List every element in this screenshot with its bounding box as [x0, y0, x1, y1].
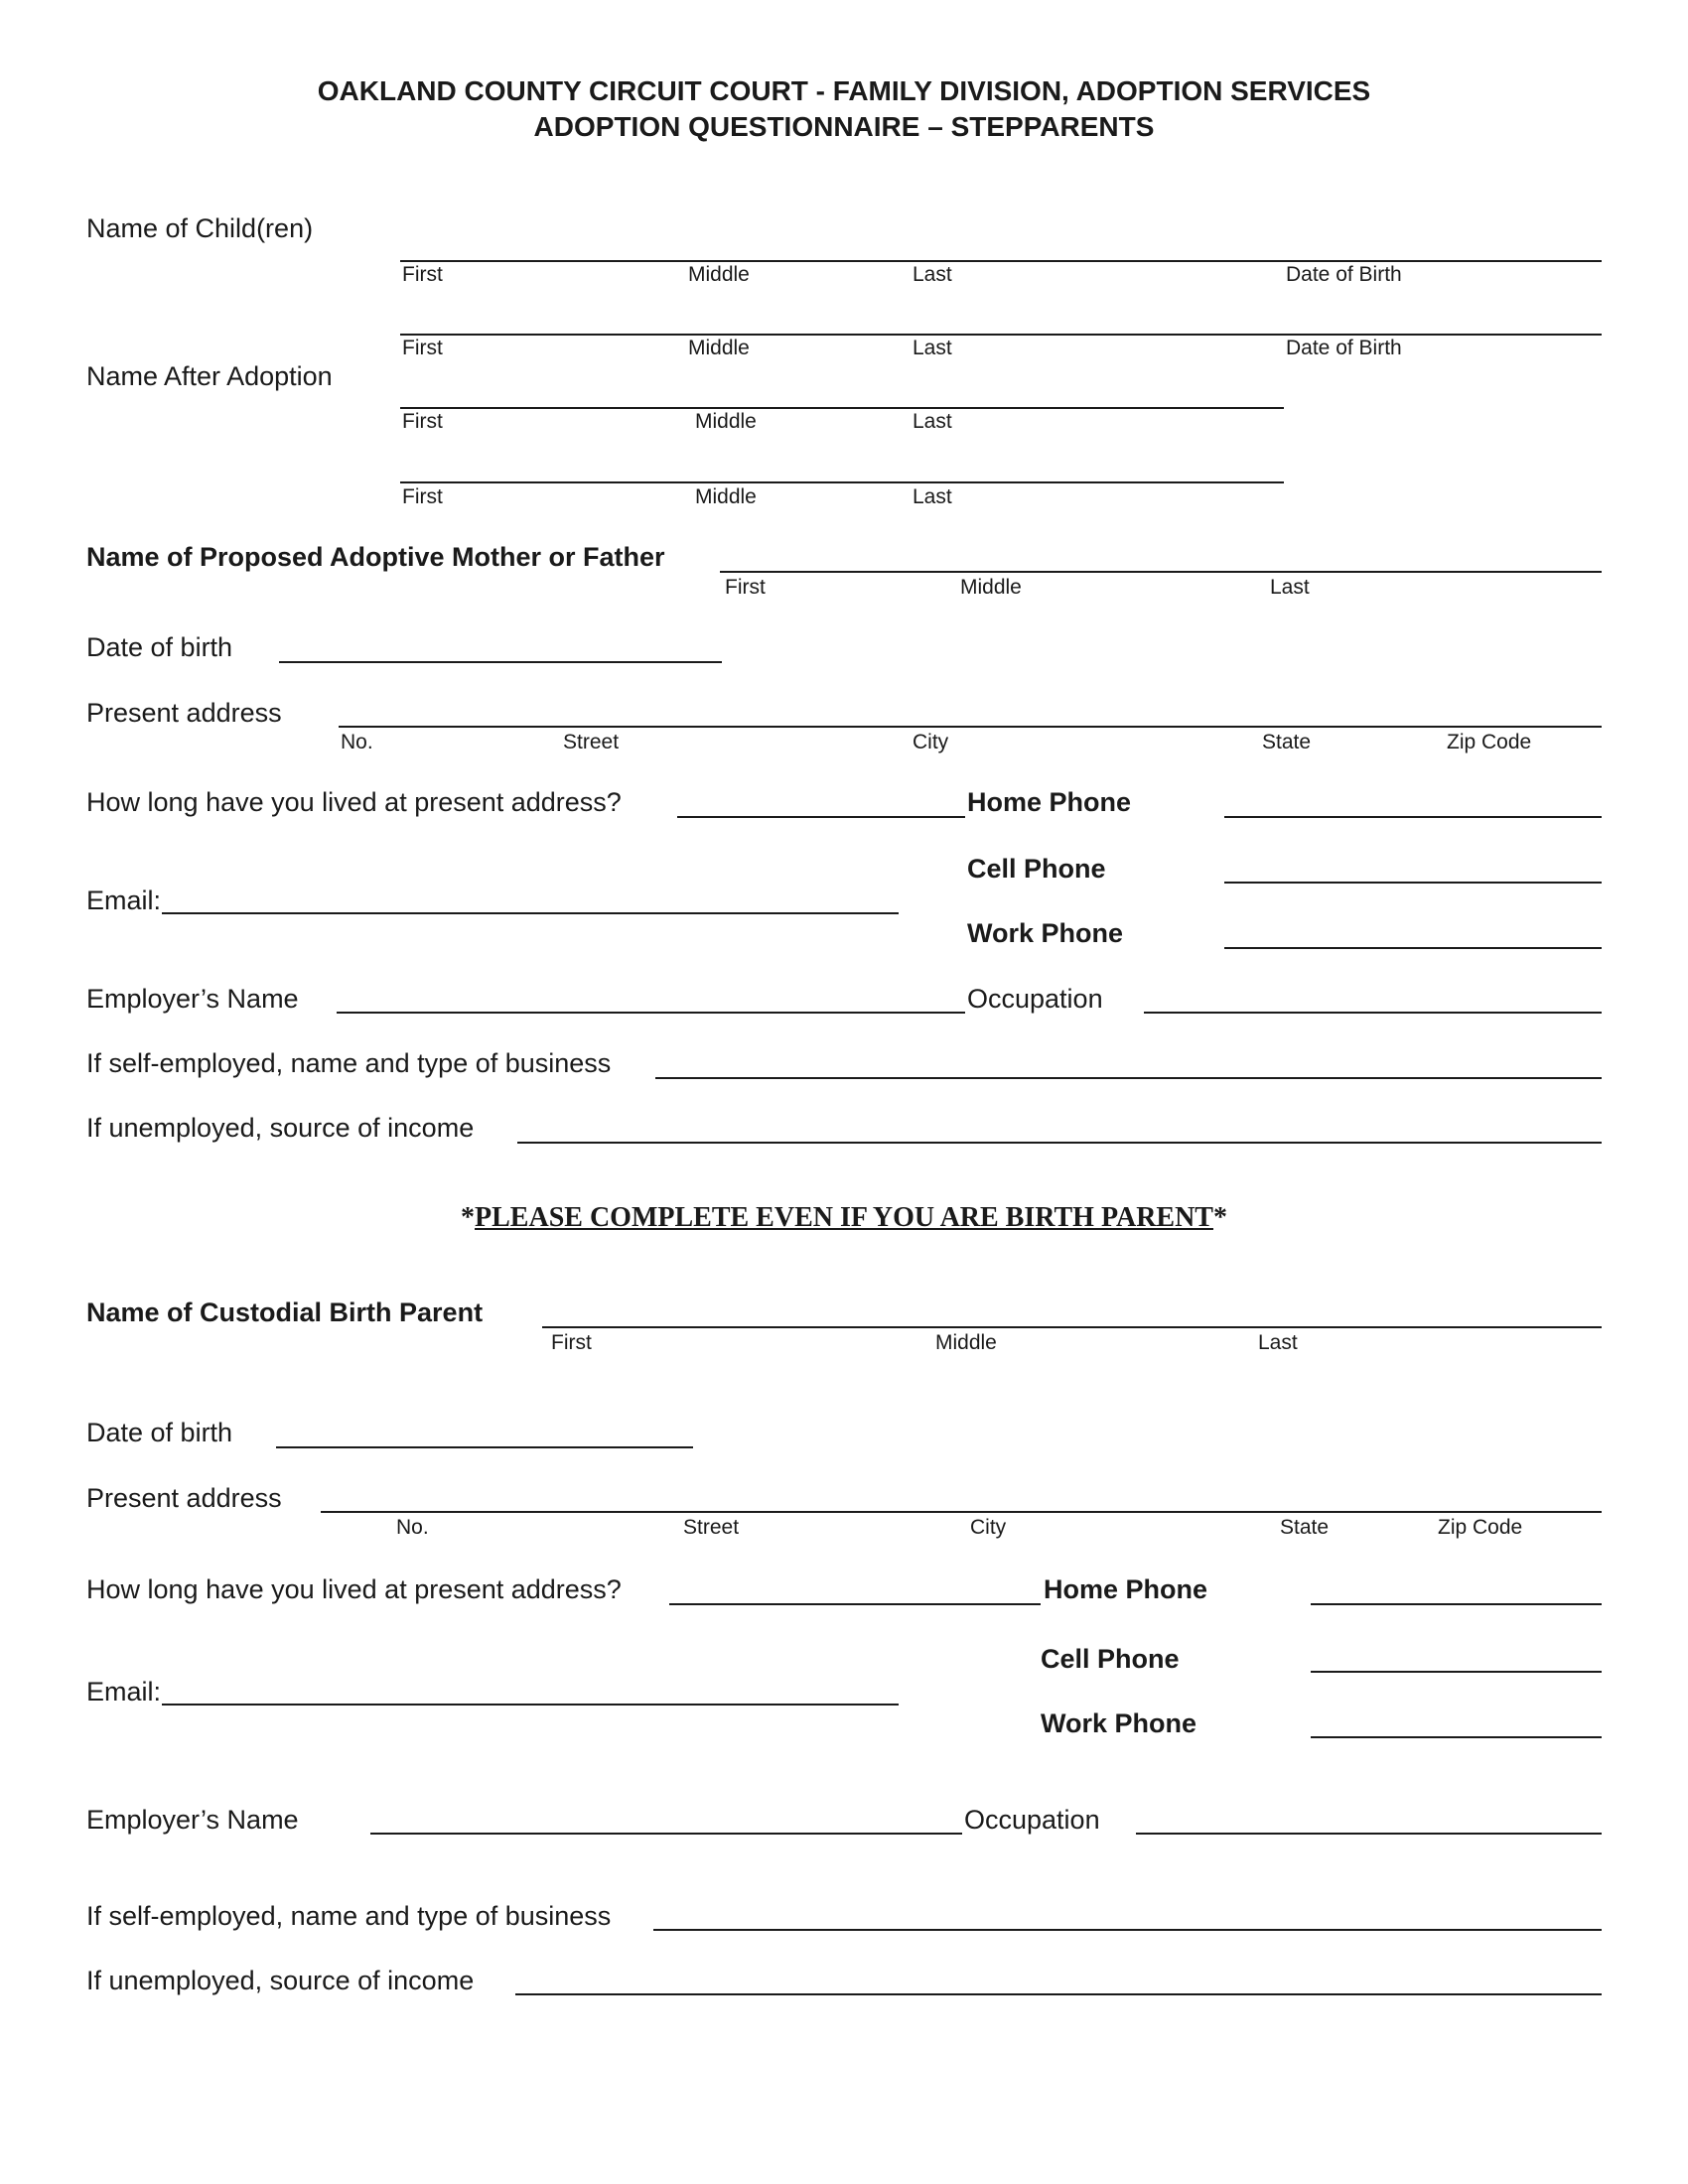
- notice-prefix: *: [461, 1202, 476, 1233]
- custodial-addr-state-caption: State: [1280, 1516, 1330, 1539]
- adoptive-email-line[interactable]: [162, 912, 899, 914]
- custodial-work-phone-line[interactable]: [1311, 1736, 1602, 1738]
- child-name-label: Name of Child(ren): [86, 213, 314, 243]
- custodial-how-long-label: How long have you lived at present address?: [86, 1574, 622, 1604]
- custodial-address-label: Present address: [86, 1483, 282, 1513]
- notice-suffix: *: [1212, 1202, 1227, 1233]
- custodial-email-label: Email:: [86, 1677, 162, 1706]
- adoptive-parent-name-label: Name of Proposed Adoptive Mother or Father: [86, 542, 665, 572]
- after-adoption-2-line[interactable]: [400, 481, 1284, 483]
- adoptive-cell-phone-label: Cell Phone: [967, 854, 1106, 884]
- adoptive-middle-caption: Middle: [960, 576, 1022, 599]
- custodial-self-employed-label: If self-employed, name and type of business: [86, 1901, 612, 1931]
- custodial-address-line[interactable]: [321, 1511, 1602, 1513]
- adoptive-occupation-label: Occupation: [967, 984, 1103, 1014]
- adoptive-employer-label: Employer’s Name: [86, 984, 299, 1014]
- after-2-last-caption: Last: [913, 485, 952, 508]
- after-1-middle-caption: Middle: [695, 410, 757, 433]
- adoptive-how-long-label: How long have you lived at present address?: [86, 787, 622, 817]
- custodial-parent-name-line[interactable]: [542, 1326, 1602, 1328]
- adoptive-how-long-line[interactable]: [677, 816, 965, 818]
- adoptive-address-label: Present address: [86, 698, 282, 728]
- after-adoption-1-line[interactable]: [400, 407, 1284, 409]
- custodial-home-phone-label: Home Phone: [1044, 1574, 1208, 1604]
- name-after-adoption-label: Name After Adoption: [86, 361, 333, 391]
- custodial-addr-city-caption: City: [970, 1516, 1007, 1539]
- custodial-home-phone-line[interactable]: [1311, 1603, 1602, 1605]
- adoptive-addr-zip-caption: Zip Code: [1447, 731, 1532, 753]
- custodial-cell-phone-line[interactable]: [1311, 1671, 1602, 1673]
- custodial-middle-caption: Middle: [935, 1331, 997, 1354]
- adoptive-dob-line[interactable]: [279, 661, 722, 663]
- child-1-middle-caption: Middle: [688, 263, 750, 286]
- custodial-dob-label: Date of birth: [86, 1418, 233, 1447]
- adoptive-work-phone-label: Work Phone: [967, 918, 1124, 948]
- adoptive-employer-line[interactable]: [337, 1012, 965, 1014]
- after-2-middle-caption: Middle: [695, 485, 757, 508]
- child-2-middle-caption: Middle: [688, 337, 750, 359]
- custodial-addr-no-caption: No.: [396, 1516, 429, 1539]
- custodial-employer-line[interactable]: [370, 1833, 962, 1835]
- custodial-parent-name-label: Name of Custodial Birth Parent: [86, 1297, 484, 1327]
- adoptive-addr-street-caption: Street: [563, 731, 620, 753]
- notice-text: PLEASE COMPLETE EVEN IF YOU ARE BIRTH PARENT: [475, 1202, 1213, 1233]
- custodial-work-phone-label: Work Phone: [1041, 1708, 1197, 1738]
- adoptive-unemployed-line[interactable]: [517, 1142, 1602, 1144]
- custodial-cell-phone-label: Cell Phone: [1041, 1644, 1180, 1674]
- adoptive-self-employed-label: If self-employed, name and type of business: [86, 1048, 612, 1078]
- adoptive-dob-label: Date of birth: [86, 632, 233, 662]
- birth-parent-notice: [0, 1202, 1688, 1234]
- child-2-first-caption: First: [402, 337, 443, 359]
- child-2-last-caption: Last: [913, 337, 952, 359]
- custodial-employer-label: Employer’s Name: [86, 1805, 299, 1835]
- child-1-name-line[interactable]: [400, 260, 1602, 262]
- adoptive-self-employed-line[interactable]: [655, 1077, 1602, 1079]
- adoptive-work-phone-line[interactable]: [1224, 947, 1602, 949]
- child-1-last-caption: Last: [913, 263, 952, 286]
- after-1-last-caption: Last: [913, 410, 952, 433]
- custodial-last-caption: Last: [1258, 1331, 1298, 1354]
- custodial-first-caption: First: [551, 1331, 592, 1354]
- custodial-dob-line[interactable]: [276, 1446, 693, 1448]
- custodial-occupation-label: Occupation: [964, 1805, 1100, 1835]
- custodial-how-long-line[interactable]: [669, 1603, 1041, 1605]
- after-2-first-caption: First: [402, 485, 443, 508]
- adoptive-cell-phone-line[interactable]: [1224, 882, 1602, 884]
- custodial-occupation-line[interactable]: [1136, 1833, 1602, 1835]
- child-2-dob-caption: Date of Birth: [1286, 337, 1402, 359]
- adoptive-addr-state-caption: State: [1262, 731, 1312, 753]
- adoptive-home-phone-label: Home Phone: [967, 787, 1132, 817]
- child-1-dob-caption: Date of Birth: [1286, 263, 1402, 286]
- custodial-email-line[interactable]: [162, 1704, 899, 1706]
- custodial-addr-zip-caption: Zip Code: [1438, 1516, 1523, 1539]
- adoptive-address-line[interactable]: [339, 726, 1602, 728]
- custodial-unemployed-line[interactable]: [515, 1993, 1602, 1995]
- child-2-name-line[interactable]: [400, 334, 1602, 336]
- adoptive-unemployed-label: If unemployed, source of income: [86, 1113, 475, 1143]
- adoptive-home-phone-line[interactable]: [1224, 816, 1602, 818]
- custodial-addr-street-caption: Street: [683, 1516, 740, 1539]
- adoptive-parent-name-line[interactable]: [720, 571, 1602, 573]
- adoptive-addr-city-caption: City: [913, 731, 949, 753]
- adoptive-addr-no-caption: No.: [341, 731, 373, 753]
- child-1-first-caption: First: [402, 263, 443, 286]
- adoptive-last-caption: Last: [1270, 576, 1310, 599]
- adoptive-occupation-line[interactable]: [1144, 1012, 1602, 1014]
- custodial-unemployed-label: If unemployed, source of income: [86, 1966, 475, 1995]
- custodial-self-employed-line[interactable]: [653, 1929, 1602, 1931]
- adoptive-first-caption: First: [725, 576, 766, 599]
- after-1-first-caption: First: [402, 410, 443, 433]
- form-title: OAKLAND COUNTY CIRCUIT COURT - FAMILY DIVISION, ADOPTION SERVICES: [317, 75, 1371, 106]
- adoptive-email-label: Email:: [86, 886, 162, 915]
- form-subtitle: ADOPTION QUESTIONNAIRE – STEPPARENTS: [533, 111, 1155, 142]
